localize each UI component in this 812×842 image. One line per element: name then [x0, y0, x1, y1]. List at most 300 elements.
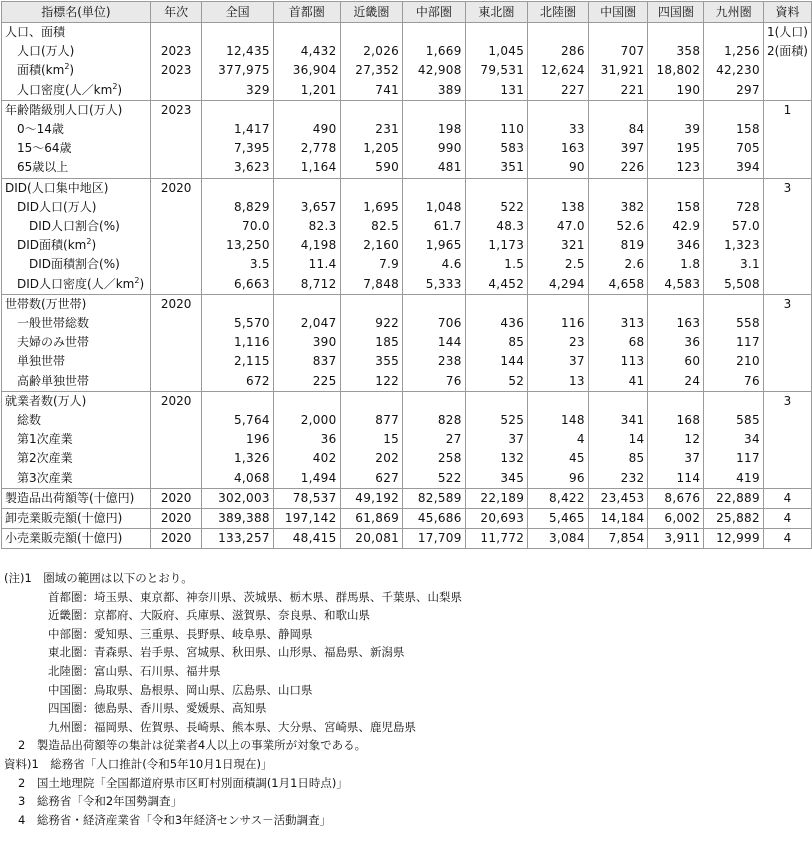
value-cell: 48.3: [465, 217, 528, 236]
table-row: [2, 120, 812, 139]
value-cell: 37: [648, 449, 704, 468]
footnote-line: 3 総務省「令和2年国勢調査」: [18, 794, 183, 809]
value-cell: 36: [648, 333, 704, 352]
source-cell: [763, 61, 811, 80]
value-cell: 3,911: [648, 529, 704, 549]
table-row: [2, 198, 812, 217]
value-cell: [704, 23, 764, 43]
value-cell: 133,257: [202, 529, 274, 549]
value-cell: 583: [465, 139, 528, 158]
table-row: [2, 509, 812, 529]
value-cell: 12,999: [704, 529, 764, 549]
value-cell: 389,388: [202, 509, 274, 529]
value-cell: 302,003: [202, 488, 274, 508]
table-row: [2, 178, 812, 198]
value-cell: 39: [648, 120, 704, 139]
footnote-line: 東北圏：青森県、岩手県、宮城県、秋田県、山形県、福島県、新潟県: [48, 645, 405, 660]
value-cell: 297: [704, 81, 764, 101]
row-label: [2, 217, 151, 236]
regional-statistics-table: [1, 1, 812, 549]
value-cell: 202: [340, 449, 403, 468]
table-row: [2, 449, 812, 468]
column-header: 中部圏: [403, 2, 466, 23]
value-cell: 705: [704, 139, 764, 158]
row-label-text: DID人口割合(%): [29, 219, 120, 234]
year-cell: [150, 411, 201, 430]
value-cell: 22,189: [465, 488, 528, 508]
value-cell: [202, 294, 274, 314]
value-cell: [648, 23, 704, 43]
row-label: [2, 430, 151, 449]
value-cell: 390: [273, 333, 340, 352]
table-row: [2, 391, 812, 411]
value-cell: 1,256: [704, 42, 764, 61]
row-label-text: 第2次産業: [17, 451, 73, 466]
value-cell: 138: [528, 198, 589, 217]
source-cell: [763, 139, 811, 158]
year-cell: 2020: [150, 391, 201, 411]
value-cell: 490: [273, 120, 340, 139]
year-cell: [150, 158, 201, 178]
year-cell: [150, 372, 201, 392]
value-cell: [273, 294, 340, 314]
value-cell: 5,508: [704, 275, 764, 295]
value-cell: 351: [465, 158, 528, 178]
value-cell: 990: [403, 139, 466, 158]
value-cell: 5,764: [202, 411, 274, 430]
row-label-text: 人口密度(人／km: [17, 82, 113, 97]
value-cell: [202, 100, 274, 120]
value-cell: 132: [465, 449, 528, 468]
superscript: 2: [112, 81, 118, 91]
value-cell: 68: [588, 333, 648, 352]
value-cell: 7.9: [340, 255, 403, 274]
year-cell: [150, 449, 201, 468]
row-label-text: 一般世帯総数: [17, 316, 90, 331]
value-cell: 197,142: [273, 509, 340, 529]
value-cell: 8,422: [528, 488, 589, 508]
value-cell: 12: [648, 430, 704, 449]
value-cell: 14,184: [588, 509, 648, 529]
value-cell: 329: [202, 81, 274, 101]
value-cell: 3,657: [273, 198, 340, 217]
year-cell: 2020: [150, 529, 201, 549]
value-cell: 321: [528, 236, 589, 255]
row-label: [2, 333, 151, 352]
source-cell: [763, 449, 811, 468]
year-cell: 2023: [150, 100, 201, 120]
table-row: [2, 275, 812, 295]
year-cell: [150, 23, 201, 43]
row-label-text: 製造品出荷額等(十億円): [5, 490, 135, 505]
value-cell: 2,047: [273, 314, 340, 333]
row-label-tail: ): [69, 63, 75, 78]
value-cell: 23,453: [588, 488, 648, 508]
value-cell: 226: [588, 158, 648, 178]
value-cell: 358: [648, 42, 704, 61]
value-cell: 27: [403, 430, 466, 449]
value-cell: 1,205: [340, 139, 403, 158]
column-header: 北陸圏: [528, 2, 589, 23]
year-cell: [150, 139, 201, 158]
value-cell: [528, 100, 589, 120]
value-cell: 345: [465, 469, 528, 489]
value-cell: 42,230: [704, 61, 764, 80]
value-cell: 198: [403, 120, 466, 139]
value-cell: [648, 178, 704, 198]
value-cell: 36,904: [273, 61, 340, 80]
year-cell: [150, 217, 201, 236]
row-label: [2, 81, 151, 101]
source-cell: 3: [763, 391, 811, 411]
value-cell: 61.7: [403, 217, 466, 236]
value-cell: [465, 23, 528, 43]
value-cell: 2.6: [588, 255, 648, 274]
value-cell: 20,693: [465, 509, 528, 529]
value-cell: 8,712: [273, 275, 340, 295]
value-cell: [403, 178, 466, 198]
column-header: 中国圏: [588, 2, 648, 23]
value-cell: [273, 178, 340, 198]
row-label-text: 第1次産業: [17, 432, 73, 447]
value-cell: 25,882: [704, 509, 764, 529]
value-cell: 4,583: [648, 275, 704, 295]
value-cell: 22,889: [704, 488, 764, 508]
value-cell: 45: [528, 449, 589, 468]
value-cell: 8,829: [202, 198, 274, 217]
value-cell: 5,570: [202, 314, 274, 333]
footnotes: [4, 569, 462, 829]
table-row: [2, 61, 812, 80]
value-cell: [465, 178, 528, 198]
footnote-line: 4 総務省・経済産業省「令和3年経済センサス－活動調査」: [18, 812, 332, 827]
table-row: [2, 236, 812, 255]
row-label-tail: ): [117, 82, 123, 97]
year-cell: 2020: [150, 178, 201, 198]
column-header: 九州圏: [704, 2, 764, 23]
value-cell: 1,116: [202, 333, 274, 352]
table-row: [2, 139, 812, 158]
source-cell: [763, 333, 811, 352]
value-cell: 78,537: [273, 488, 340, 508]
value-cell: 1,045: [465, 42, 528, 61]
row-label-text: DID(人口集中地区): [5, 180, 109, 195]
table-row: [2, 488, 812, 508]
row-label-text: 65歳以上: [17, 160, 69, 175]
value-cell: [704, 100, 764, 120]
value-cell: [403, 100, 466, 120]
value-cell: 837: [273, 352, 340, 371]
row-label-text: 単独世帯: [17, 354, 66, 369]
table-row: [2, 294, 812, 314]
source-cell: 4: [763, 488, 811, 508]
value-cell: 7,848: [340, 275, 403, 295]
value-cell: 163: [528, 139, 589, 158]
table-row: [2, 255, 812, 274]
row-label-tail: ): [139, 276, 145, 291]
value-cell: 382: [588, 198, 648, 217]
value-cell: [704, 178, 764, 198]
value-cell: 2,778: [273, 139, 340, 158]
value-cell: 5,333: [403, 275, 466, 295]
value-cell: [588, 100, 648, 120]
value-cell: 49,192: [340, 488, 403, 508]
source-cell: 2(面積): [763, 42, 811, 61]
value-cell: 158: [704, 120, 764, 139]
value-cell: [465, 100, 528, 120]
value-cell: 36: [273, 430, 340, 449]
value-cell: 23: [528, 333, 589, 352]
value-cell: 819: [588, 236, 648, 255]
year-cell: [150, 469, 201, 489]
year-cell: [150, 333, 201, 352]
column-header: 四国圏: [648, 2, 704, 23]
table-row: [2, 469, 812, 489]
value-cell: 45,686: [403, 509, 466, 529]
value-cell: 1,494: [273, 469, 340, 489]
value-cell: [528, 294, 589, 314]
table-row: [2, 529, 812, 549]
value-cell: 8,676: [648, 488, 704, 508]
value-cell: 877: [340, 411, 403, 430]
row-label-text: 人口(万人): [17, 44, 75, 59]
table-body: [2, 23, 812, 549]
value-cell: 82.5: [340, 217, 403, 236]
value-cell: 116: [528, 314, 589, 333]
value-cell: 355: [340, 352, 403, 371]
value-cell: [202, 391, 274, 411]
source-cell: 3: [763, 178, 811, 198]
source-cell: 3: [763, 294, 811, 314]
value-cell: 60: [648, 352, 704, 371]
column-header: 指標名(単位): [2, 2, 151, 23]
source-cell: 4: [763, 509, 811, 529]
value-cell: [588, 178, 648, 198]
value-cell: [273, 100, 340, 120]
value-cell: 481: [403, 158, 466, 178]
row-label-text: 年齢階級別人口(万人): [5, 102, 123, 117]
footnote-line: 首都圏：埼玉県、東京都、神奈川県、茨城県、栃木県、群馬県、千葉県、山梨県: [48, 589, 462, 604]
row-label-text: DID面積割合(%): [29, 257, 120, 272]
row-label-text: 人口、面積: [5, 25, 66, 39]
year-cell: [150, 430, 201, 449]
source-cell: 1(人口): [763, 23, 811, 43]
value-cell: 1,164: [273, 158, 340, 178]
superscript: 2: [86, 237, 92, 247]
table-row: [2, 314, 812, 333]
value-cell: 2,115: [202, 352, 274, 371]
value-cell: 48,415: [273, 529, 340, 549]
value-cell: [704, 391, 764, 411]
row-label: [2, 236, 151, 255]
row-label-text: DID人口密度(人／km: [17, 276, 135, 291]
value-cell: 114: [648, 469, 704, 489]
value-cell: [403, 294, 466, 314]
value-cell: 706: [403, 314, 466, 333]
row-label: [2, 139, 151, 158]
table-row: [2, 23, 812, 43]
value-cell: 419: [704, 469, 764, 489]
year-cell: 2023: [150, 61, 201, 80]
value-cell: 11,772: [465, 529, 528, 549]
value-cell: 741: [340, 81, 403, 101]
value-cell: 17,709: [403, 529, 466, 549]
row-label: [2, 529, 151, 549]
value-cell: 42.9: [648, 217, 704, 236]
value-cell: 3,084: [528, 529, 589, 549]
column-header: 近畿圏: [340, 2, 403, 23]
value-cell: 402: [273, 449, 340, 468]
value-cell: 232: [588, 469, 648, 489]
value-cell: 7,395: [202, 139, 274, 158]
footnote-line: 四国圏：徳島県、香川県、愛媛県、高知県: [48, 701, 267, 716]
footnote-line: 北陸圏：富山県、石川県、福井県: [48, 663, 221, 678]
row-label-text: 就業者数(万人): [5, 393, 87, 408]
value-cell: 221: [588, 81, 648, 101]
table-row: [2, 352, 812, 371]
value-cell: 258: [403, 449, 466, 468]
value-cell: 96: [528, 469, 589, 489]
row-label: [2, 275, 151, 295]
value-cell: 3,623: [202, 158, 274, 178]
table-header: [2, 2, 812, 23]
footnote-line: (注)1 圏域の範囲は以下のとおり。: [4, 571, 193, 585]
value-cell: [528, 391, 589, 411]
value-cell: 185: [340, 333, 403, 352]
source-cell: 1: [763, 100, 811, 120]
table-row: [2, 333, 812, 352]
row-label: [2, 411, 151, 430]
value-cell: 14: [588, 430, 648, 449]
value-cell: 148: [528, 411, 589, 430]
value-cell: 76: [403, 372, 466, 392]
year-cell: 2023: [150, 42, 201, 61]
value-cell: 436: [465, 314, 528, 333]
value-cell: 1,201: [273, 81, 340, 101]
value-cell: 52: [465, 372, 528, 392]
value-cell: 6,002: [648, 509, 704, 529]
value-cell: [340, 178, 403, 198]
row-label-text: 15～64歳: [17, 141, 72, 156]
value-cell: 707: [588, 42, 648, 61]
value-cell: 158: [648, 198, 704, 217]
row-label: [2, 314, 151, 333]
value-cell: 2,000: [273, 411, 340, 430]
source-cell: [763, 255, 811, 274]
source-cell: [763, 217, 811, 236]
footnote-line: 九州圏：福岡県、佐賀県、長崎県、熊本県、大分県、宮崎県、鹿児島県: [48, 719, 416, 734]
value-cell: 341: [588, 411, 648, 430]
row-label-text: 夫婦のみ世帯: [17, 335, 90, 350]
value-cell: 3.1: [704, 255, 764, 274]
value-cell: 590: [340, 158, 403, 178]
value-cell: 238: [403, 352, 466, 371]
value-cell: 144: [465, 352, 528, 371]
row-label-text: 0～14歳: [17, 122, 64, 137]
value-cell: 122: [340, 372, 403, 392]
value-cell: 394: [704, 158, 764, 178]
value-cell: [528, 23, 589, 43]
value-cell: 1,048: [403, 198, 466, 217]
value-cell: 2,026: [340, 42, 403, 61]
value-cell: 585: [704, 411, 764, 430]
row-label: [2, 449, 151, 468]
superscript: 2: [64, 62, 70, 72]
row-label-text: 小売業販売額(十億円): [5, 531, 123, 546]
value-cell: 1,669: [403, 42, 466, 61]
value-cell: 117: [704, 333, 764, 352]
value-cell: 4,432: [273, 42, 340, 61]
value-cell: 231: [340, 120, 403, 139]
value-cell: 34: [704, 430, 764, 449]
value-cell: 24: [648, 372, 704, 392]
value-cell: 210: [704, 352, 764, 371]
value-cell: 558: [704, 314, 764, 333]
source-cell: [763, 120, 811, 139]
value-cell: [340, 100, 403, 120]
source-cell: [763, 372, 811, 392]
value-cell: 1,965: [403, 236, 466, 255]
value-cell: [465, 294, 528, 314]
row-label-text: 世帯数(万世帯): [5, 296, 87, 311]
value-cell: 20,081: [340, 529, 403, 549]
footnote-line: 近畿圏：京都府、大阪府、兵庫県、滋賀県、奈良県、和歌山県: [48, 608, 370, 623]
value-cell: 85: [588, 449, 648, 468]
year-cell: [150, 198, 201, 217]
table-row: [2, 100, 812, 120]
value-cell: [648, 391, 704, 411]
value-cell: 52.6: [588, 217, 648, 236]
table-row: [2, 217, 812, 236]
value-cell: 2,160: [340, 236, 403, 255]
value-cell: [340, 294, 403, 314]
value-cell: 4,198: [273, 236, 340, 255]
value-cell: 85: [465, 333, 528, 352]
row-label: [2, 100, 151, 120]
value-cell: 225: [273, 372, 340, 392]
year-cell: [150, 352, 201, 371]
value-cell: [588, 294, 648, 314]
value-cell: [273, 23, 340, 43]
value-cell: 123: [648, 158, 704, 178]
row-label-text: DID人口(万人): [17, 199, 97, 214]
value-cell: 57.0: [704, 217, 764, 236]
value-cell: 82,589: [403, 488, 466, 508]
value-cell: 313: [588, 314, 648, 333]
value-cell: 70.0: [202, 217, 274, 236]
value-cell: 196: [202, 430, 274, 449]
source-cell: [763, 198, 811, 217]
year-cell: 2020: [150, 509, 201, 529]
value-cell: 4: [528, 430, 589, 449]
value-cell: 4,294: [528, 275, 589, 295]
value-cell: 389: [403, 81, 466, 101]
superscript: 2: [134, 275, 140, 285]
value-cell: [340, 391, 403, 411]
value-cell: [465, 391, 528, 411]
value-cell: 227: [528, 81, 589, 101]
row-label: [2, 61, 151, 80]
value-cell: 672: [202, 372, 274, 392]
value-cell: 7,854: [588, 529, 648, 549]
value-cell: 37: [528, 352, 589, 371]
value-cell: 522: [465, 198, 528, 217]
year-cell: [150, 314, 201, 333]
value-cell: 1,326: [202, 449, 274, 468]
table-row: [2, 372, 812, 392]
value-cell: [403, 23, 466, 43]
column-header: 年次: [150, 2, 201, 23]
